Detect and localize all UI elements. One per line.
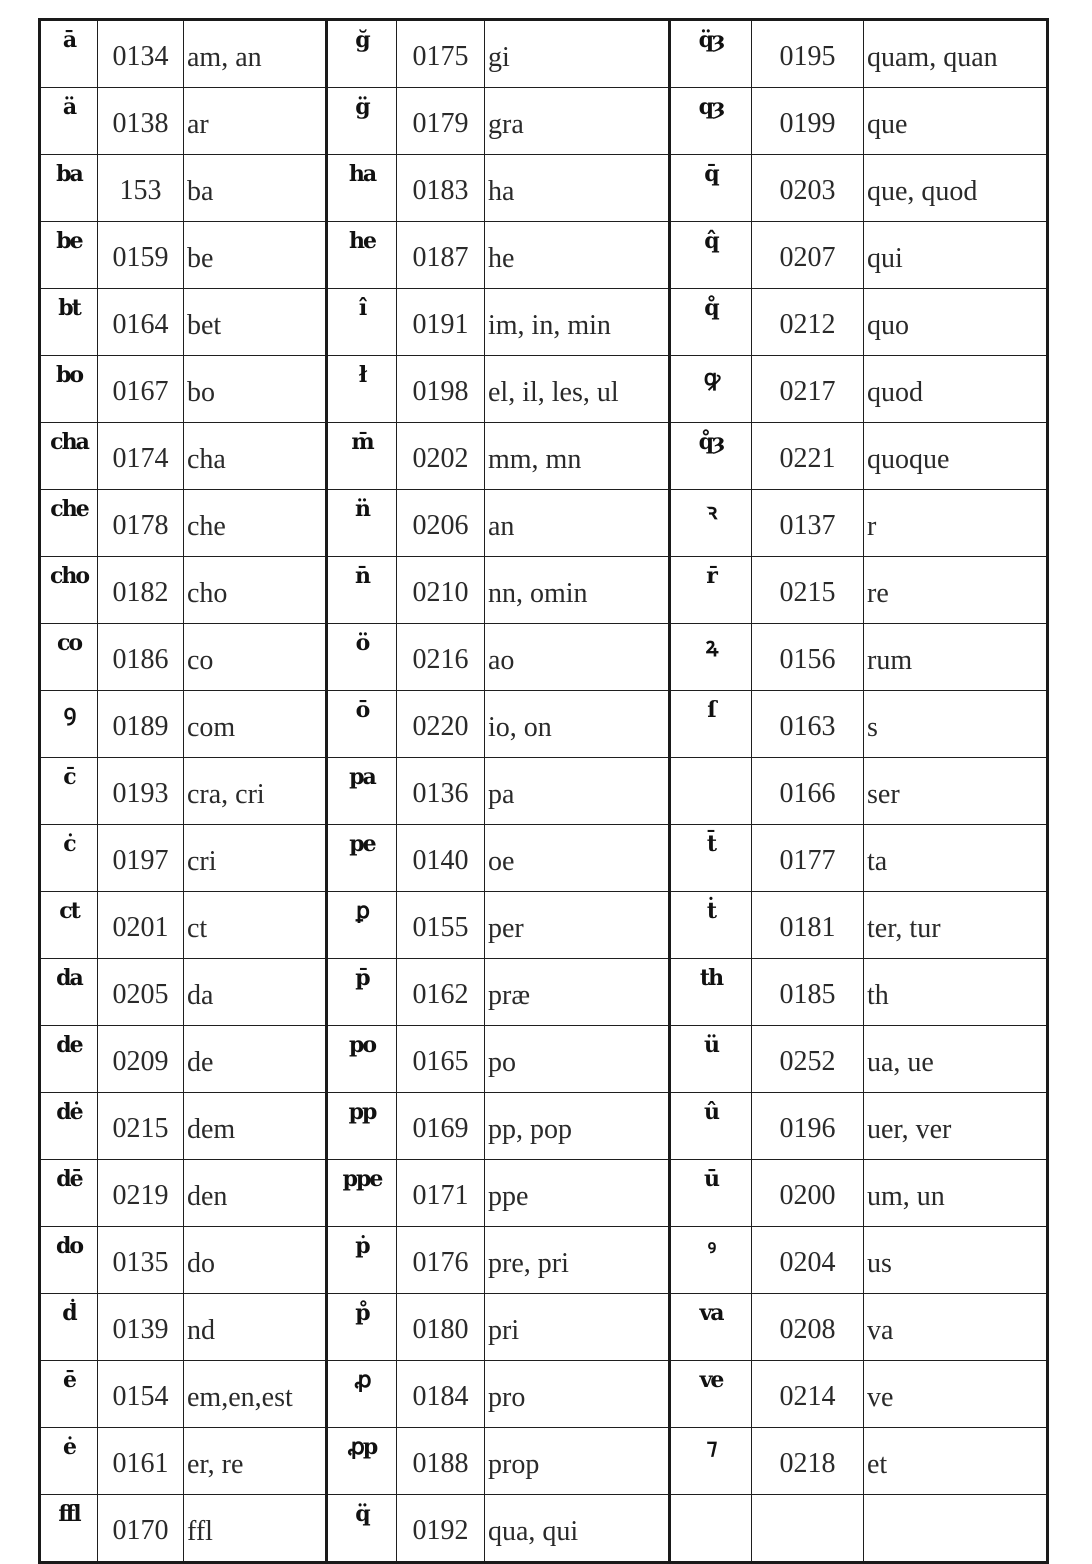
- meaning-cell: he: [485, 222, 670, 289]
- meaning-cell: mm, mn: [485, 423, 670, 490]
- glyph-cell: r̄: [670, 557, 752, 624]
- code-cell: 0183: [397, 155, 485, 222]
- meaning-cell: quod: [864, 356, 1048, 423]
- glyph-cell: va: [670, 1294, 752, 1361]
- glyph-cell: pa: [327, 758, 397, 825]
- code-cell: 0179: [397, 88, 485, 155]
- code-cell: 0177: [752, 825, 864, 892]
- code-cell: 0192: [397, 1495, 485, 1563]
- code-cell: 0200: [752, 1160, 864, 1227]
- code-cell: 0195: [752, 20, 864, 88]
- glyph-cell: bo: [40, 356, 98, 423]
- glyph-cell: q̄: [670, 155, 752, 222]
- meaning-cell: qui: [864, 222, 1048, 289]
- glyph-cell: q̈ȝ: [670, 20, 752, 88]
- glyph-cell: ꝝ: [670, 624, 752, 691]
- code-cell: 0162: [397, 959, 485, 1026]
- glyph-cell: ffl: [40, 1495, 98, 1563]
- meaning-cell: ffl: [184, 1495, 327, 1563]
- meaning-cell: io, on: [485, 691, 670, 758]
- meaning-cell: po: [485, 1026, 670, 1093]
- code-cell: 0204: [752, 1227, 864, 1294]
- meaning-cell: be: [184, 222, 327, 289]
- meaning-cell: gi: [485, 20, 670, 88]
- glyph-cell: ē: [40, 1361, 98, 1428]
- meaning-cell: el, il, les, ul: [485, 356, 670, 423]
- table-row: [40, 1361, 1048, 1428]
- code-cell: 0137: [752, 490, 864, 557]
- meaning-cell: quoque: [864, 423, 1048, 490]
- meaning-cell: et: [864, 1428, 1048, 1495]
- meaning-cell: im, in, min: [485, 289, 670, 356]
- glyph-cell: g̈: [327, 88, 397, 155]
- meaning-cell: cha: [184, 423, 327, 490]
- glyph-cell: dē: [40, 1160, 98, 1227]
- table-row: [40, 691, 1048, 758]
- abbreviation-glyph-table: [38, 18, 1049, 1564]
- code-cell: 0185: [752, 959, 864, 1026]
- glyph-cell: ū: [670, 1160, 752, 1227]
- meaning-cell: nn, omin: [485, 557, 670, 624]
- meaning-cell: bet: [184, 289, 327, 356]
- glyph-cell: ꝛ: [670, 490, 752, 557]
- glyph-cell: ğ: [327, 20, 397, 88]
- glyph-cell: be: [40, 222, 98, 289]
- code-cell: 0197: [98, 825, 184, 892]
- code-cell: 0212: [752, 289, 864, 356]
- code-cell: 0205: [98, 959, 184, 1026]
- glyph-cell: ḋ: [40, 1294, 98, 1361]
- table-row: [40, 825, 1048, 892]
- glyph-cell: î: [327, 289, 397, 356]
- meaning-cell: th: [864, 959, 1048, 1026]
- table-row: [40, 356, 1048, 423]
- glyph-cell: ha: [327, 155, 397, 222]
- code-cell: 0209: [98, 1026, 184, 1093]
- glyph-cell: q̊: [670, 289, 752, 356]
- code-cell: 0178: [98, 490, 184, 557]
- code-cell: 0167: [98, 356, 184, 423]
- glyph-cell: qȝ: [670, 88, 752, 155]
- meaning-cell: ppe: [485, 1160, 670, 1227]
- meaning-cell: per: [485, 892, 670, 959]
- glyph-cell: ꝓp: [327, 1428, 397, 1495]
- glyph-cell: ppe: [327, 1160, 397, 1227]
- meaning-cell: pro: [485, 1361, 670, 1428]
- glyph-cell: ä: [40, 88, 98, 155]
- code-cell: 0206: [397, 490, 485, 557]
- table-row: [40, 1294, 1048, 1361]
- code-cell: 0156: [752, 624, 864, 691]
- code-cell: 0181: [752, 892, 864, 959]
- meaning-cell: cri: [184, 825, 327, 892]
- meaning-cell: pp, pop: [485, 1093, 670, 1160]
- meaning-cell: um, un: [864, 1160, 1048, 1227]
- meaning-cell: ta: [864, 825, 1048, 892]
- glyph-cell: ö: [327, 624, 397, 691]
- meaning-cell: ba: [184, 155, 327, 222]
- table-row: [40, 624, 1048, 691]
- meaning-cell: va: [864, 1294, 1048, 1361]
- code-cell: 0163: [752, 691, 864, 758]
- code-cell: 0140: [397, 825, 485, 892]
- table-row: [40, 1495, 1048, 1563]
- glyph-cell: ꝙ: [670, 356, 752, 423]
- glyph-cell: de: [40, 1026, 98, 1093]
- meaning-cell: em,en,est: [184, 1361, 327, 1428]
- code-cell: 0135: [98, 1227, 184, 1294]
- meaning-cell: ha: [485, 155, 670, 222]
- table-row: [40, 20, 1048, 88]
- table-row: [40, 1026, 1048, 1093]
- table-row: [40, 1160, 1048, 1227]
- glyph-cell: p̄: [327, 959, 397, 1026]
- glyph-cell: ü: [670, 1026, 752, 1093]
- meaning-cell: ser: [864, 758, 1048, 825]
- code-cell: 0175: [397, 20, 485, 88]
- meaning-cell: che: [184, 490, 327, 557]
- table-row: [40, 155, 1048, 222]
- glyph-cell: ct: [40, 892, 98, 959]
- glyph-cell: he: [327, 222, 397, 289]
- glyph-cell: pp: [327, 1093, 397, 1160]
- meaning-cell: ter, tur: [864, 892, 1048, 959]
- meaning-cell: re: [864, 557, 1048, 624]
- meaning-cell: an: [485, 490, 670, 557]
- meaning-cell: da: [184, 959, 327, 1026]
- meaning-cell: er, re: [184, 1428, 327, 1495]
- glyph-cell: bt: [40, 289, 98, 356]
- code-cell: 0217: [752, 356, 864, 423]
- code-cell: 0170: [98, 1495, 184, 1563]
- code-cell: 0208: [752, 1294, 864, 1361]
- table-row: [40, 88, 1048, 155]
- meaning-cell: com: [184, 691, 327, 758]
- table-row: [40, 557, 1048, 624]
- glyph-cell: ṗ: [327, 1227, 397, 1294]
- code-cell: 0171: [397, 1160, 485, 1227]
- table-row: [40, 222, 1048, 289]
- meaning-cell: pa: [485, 758, 670, 825]
- code-cell: 0186: [98, 624, 184, 691]
- code-cell: 0219: [98, 1160, 184, 1227]
- code-cell: 0191: [397, 289, 485, 356]
- code-cell: 0188: [397, 1428, 485, 1495]
- glyph-cell: pe: [327, 825, 397, 892]
- code-cell: 0196: [752, 1093, 864, 1160]
- glyph-cell: m̄: [327, 423, 397, 490]
- meaning-cell: do: [184, 1227, 327, 1294]
- glyph-cell: c̄: [40, 758, 98, 825]
- meaning-cell: oe: [485, 825, 670, 892]
- code-cell: 0207: [752, 222, 864, 289]
- glyph-cell: do: [40, 1227, 98, 1294]
- meaning-cell: ct: [184, 892, 327, 959]
- glyph-cell: ō: [327, 691, 397, 758]
- code-cell: 0161: [98, 1428, 184, 1495]
- meaning-cell: bo: [184, 356, 327, 423]
- table-row: [40, 1428, 1048, 1495]
- code-cell: 0202: [397, 423, 485, 490]
- code-cell: 0182: [98, 557, 184, 624]
- code-cell: 0199: [752, 88, 864, 155]
- code-cell: 0215: [98, 1093, 184, 1160]
- glyph-cell: ⁊: [670, 1428, 752, 1495]
- glyph-cell: da: [40, 959, 98, 1026]
- code-cell: 0169: [397, 1093, 485, 1160]
- code-cell: 0220: [397, 691, 485, 758]
- code-cell: 0166: [752, 758, 864, 825]
- glyph-cell: ꝓ: [327, 1361, 397, 1428]
- meaning-cell: que: [864, 88, 1048, 155]
- code-cell: 0203: [752, 155, 864, 222]
- code-cell: 0164: [98, 289, 184, 356]
- glyph-cell: co: [40, 624, 98, 691]
- meaning-cell: cho: [184, 557, 327, 624]
- meaning-cell: que, quod: [864, 155, 1048, 222]
- code-cell: 0189: [98, 691, 184, 758]
- glyph-cell: ṫ: [670, 892, 752, 959]
- glyph-cell: cha: [40, 423, 98, 490]
- meaning-cell: am, an: [184, 20, 327, 88]
- code-cell: 0252: [752, 1026, 864, 1093]
- glyph-cell: che: [40, 490, 98, 557]
- glyph-cell: ł: [327, 356, 397, 423]
- meaning-cell: s: [864, 691, 1048, 758]
- glyph-cell: q̈: [327, 1495, 397, 1563]
- meaning-cell: dem: [184, 1093, 327, 1160]
- code-cell: 0138: [98, 88, 184, 155]
- meaning-cell: ua, ue: [864, 1026, 1048, 1093]
- code-cell: 0214: [752, 1361, 864, 1428]
- glyph-cell: th: [670, 959, 752, 1026]
- table-row: [40, 758, 1048, 825]
- table-row: [40, 892, 1048, 959]
- code-cell: 0198: [397, 356, 485, 423]
- glyph-cell: dė: [40, 1093, 98, 1160]
- glyph-cell: cho: [40, 557, 98, 624]
- meaning-cell: gra: [485, 88, 670, 155]
- code-cell: 0155: [397, 892, 485, 959]
- table-row: [40, 289, 1048, 356]
- glyph-cell: ꝰ: [670, 1227, 752, 1294]
- meaning-cell: r: [864, 490, 1048, 557]
- meaning-cell: ao: [485, 624, 670, 691]
- glyph-cell: [670, 758, 752, 825]
- meaning-cell: us: [864, 1227, 1048, 1294]
- meaning-cell: pri: [485, 1294, 670, 1361]
- meaning-cell: ar: [184, 88, 327, 155]
- code-cell: 0215: [752, 557, 864, 624]
- code-cell: 0134: [98, 20, 184, 88]
- code-cell: 0218: [752, 1428, 864, 1495]
- meaning-cell: co: [184, 624, 327, 691]
- code-cell: [752, 1495, 864, 1563]
- meaning-cell: qua, qui: [485, 1495, 670, 1563]
- glyph-cell: ſ: [670, 691, 752, 758]
- table-row: [40, 1093, 1048, 1160]
- code-cell: 0180: [397, 1294, 485, 1361]
- code-cell: 0184: [397, 1361, 485, 1428]
- table-body: [40, 20, 1048, 1563]
- glyph-cell: q̊ȝ: [670, 423, 752, 490]
- code-cell: 0187: [397, 222, 485, 289]
- glyph-cell: q̂: [670, 222, 752, 289]
- table-row: [40, 423, 1048, 490]
- glyph-cell: û: [670, 1093, 752, 1160]
- meaning-cell: quo: [864, 289, 1048, 356]
- code-cell: 153: [98, 155, 184, 222]
- meaning-cell: den: [184, 1160, 327, 1227]
- table-row: [40, 959, 1048, 1026]
- meaning-cell: de: [184, 1026, 327, 1093]
- meaning-cell: pre, pri: [485, 1227, 670, 1294]
- glyph-cell: ė: [40, 1428, 98, 1495]
- meaning-cell: rum: [864, 624, 1048, 691]
- code-cell: 0216: [397, 624, 485, 691]
- meaning-cell: ve: [864, 1361, 1048, 1428]
- glyph-cell: ꝯ: [40, 691, 98, 758]
- glyph-cell: ba: [40, 155, 98, 222]
- code-cell: 0136: [397, 758, 485, 825]
- meaning-cell: quam, quan: [864, 20, 1048, 88]
- code-cell: 0139: [98, 1294, 184, 1361]
- code-cell: 0201: [98, 892, 184, 959]
- glyph-cell: t̄: [670, 825, 752, 892]
- meaning-cell: prop: [485, 1428, 670, 1495]
- table-row: [40, 490, 1048, 557]
- code-cell: 0154: [98, 1361, 184, 1428]
- code-cell: 0193: [98, 758, 184, 825]
- glyph-cell: ā: [40, 20, 98, 88]
- glyph-cell: n̄: [327, 557, 397, 624]
- glyph-cell: po: [327, 1026, 397, 1093]
- glyph-cell: [670, 1495, 752, 1563]
- code-cell: 0176: [397, 1227, 485, 1294]
- table-row: [40, 1227, 1048, 1294]
- glyph-cell: p̊: [327, 1294, 397, 1361]
- meaning-cell: [864, 1495, 1048, 1563]
- code-cell: 0221: [752, 423, 864, 490]
- glyph-cell: ꝑ: [327, 892, 397, 959]
- meaning-cell: nd: [184, 1294, 327, 1361]
- glyph-cell: ċ: [40, 825, 98, 892]
- meaning-cell: præ: [485, 959, 670, 1026]
- meaning-cell: uer, ver: [864, 1093, 1048, 1160]
- code-cell: 0174: [98, 423, 184, 490]
- code-cell: 0165: [397, 1026, 485, 1093]
- code-cell: 0159: [98, 222, 184, 289]
- glyph-cell: ve: [670, 1361, 752, 1428]
- meaning-cell: cra, cri: [184, 758, 327, 825]
- glyph-cell: n̈: [327, 490, 397, 557]
- code-cell: 0210: [397, 557, 485, 624]
